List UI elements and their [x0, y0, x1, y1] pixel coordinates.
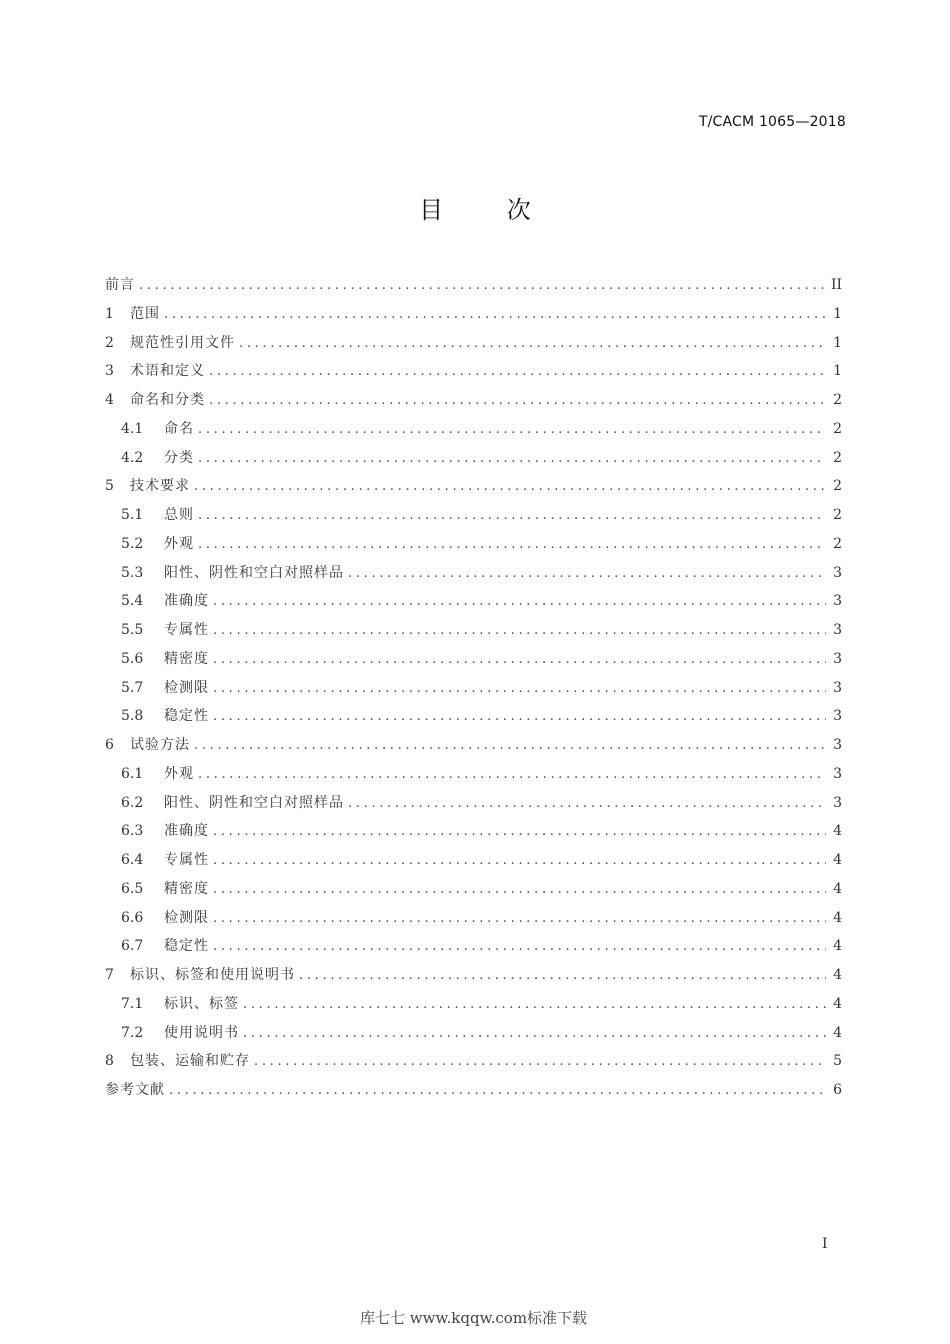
dot-leader	[213, 588, 826, 617]
toc-entry[interactable]	[105, 904, 842, 933]
toc-entry-number: 6.3	[121, 823, 144, 840]
toc-entry-page: 1	[833, 305, 842, 322]
toc-entry-number: 5.7	[121, 679, 144, 696]
toc-entry-number: 5.1	[121, 507, 144, 523]
toc-entry[interactable]	[105, 415, 842, 444]
toc-entry-number: 5.2	[121, 535, 144, 552]
toc-entry-number: 5.3	[121, 564, 144, 581]
dot-leader	[213, 646, 826, 675]
toc-entry[interactable]	[105, 875, 842, 904]
toc-entry-number: 6.4	[121, 852, 144, 868]
toc-entry[interactable]	[105, 674, 842, 703]
toc-entry-label: 外观	[164, 765, 194, 782]
toc-entry[interactable]	[105, 616, 842, 645]
toc-entry[interactable]	[105, 271, 842, 300]
toc-entry-label: 总则	[164, 507, 194, 523]
toc-entry-label: 稳定性	[164, 938, 209, 955]
toc-entry-label: 命名	[164, 420, 194, 437]
toc-entry-number: 5.4	[121, 593, 144, 610]
dot-leader	[194, 473, 826, 502]
toc-entry-number: 6	[105, 737, 114, 753]
toc-entry[interactable]	[105, 530, 842, 559]
page-title: 目 次	[419, 196, 559, 224]
dot-leader	[139, 272, 825, 301]
page-number: I	[822, 1236, 828, 1252]
toc-entry-page: 6	[833, 1082, 842, 1098]
dot-leader	[198, 502, 826, 531]
toc-entry[interactable]	[105, 760, 842, 789]
toc-entry-page: 2	[833, 449, 842, 466]
toc-entry-page: 3	[833, 765, 842, 782]
toc-entry-number: 1	[105, 305, 114, 322]
toc-entry-label: 阳性、阴性和空白对照样品	[164, 564, 344, 581]
toc-entry-label: 标识、标签	[164, 995, 239, 1012]
toc-entry-number: 6.1	[121, 765, 144, 782]
toc-entry-label: 标识、标签和使用说明书	[130, 967, 295, 983]
toc-entry-label: 准确度	[164, 593, 209, 610]
toc-entry-page: 3	[833, 708, 842, 725]
dot-leader	[198, 416, 826, 445]
toc-entry-page: 3	[833, 650, 842, 667]
toc-entry-page: 3	[833, 794, 842, 811]
toc-entry[interactable]	[105, 300, 842, 329]
table-of-contents	[105, 271, 842, 1105]
toc-entry-label: 阳性、阴性和空白对照样品	[164, 794, 344, 811]
dot-leader	[194, 732, 826, 761]
toc-entry[interactable]	[105, 846, 842, 875]
toc-entry[interactable]	[105, 587, 842, 616]
dot-leader	[209, 358, 826, 387]
toc-entry-page: 2	[833, 507, 842, 523]
toc-entry-page: 1	[833, 363, 842, 380]
dot-leader	[164, 301, 826, 330]
toc-entry-label: 范围	[130, 305, 160, 322]
footer-watermark: 库七七 www.kqqw.com标准下载	[360, 1309, 588, 1327]
toc-entry-page: 4	[833, 880, 842, 897]
toc-entry-number: 5.5	[121, 622, 144, 638]
toc-entry-number: 5.8	[121, 708, 144, 725]
dot-leader	[213, 703, 826, 732]
toc-entry-page: 2	[833, 535, 842, 552]
toc-entry[interactable]	[105, 357, 842, 386]
toc-entry-page: 3	[833, 622, 842, 638]
toc-entry[interactable]	[105, 961, 842, 990]
toc-entry-label: 规范性引用文件	[130, 334, 235, 351]
dot-leader	[239, 330, 826, 359]
toc-entry[interactable]	[105, 645, 842, 674]
toc-entry-label: 技术要求	[130, 478, 190, 495]
toc-entry-number: 7	[105, 967, 114, 983]
toc-entry-label: 术语和定义	[130, 363, 205, 380]
dot-leader	[348, 560, 826, 589]
dot-leader	[299, 962, 826, 991]
toc-entry[interactable]	[105, 329, 842, 358]
toc-entry-page: 4	[833, 909, 842, 926]
toc-entry-label: 试验方法	[130, 737, 190, 753]
dot-leader	[198, 531, 826, 560]
standard-code: T/CACM 1065—2018	[698, 114, 846, 130]
toc-entry[interactable]	[105, 1076, 842, 1105]
dot-leader	[198, 445, 826, 474]
toc-entry[interactable]	[105, 386, 842, 415]
toc-entry-page: 3	[833, 564, 842, 581]
dot-leader	[213, 818, 826, 847]
toc-entry-number: 2	[105, 334, 114, 351]
toc-entry[interactable]	[105, 789, 842, 818]
toc-entry[interactable]	[105, 444, 842, 473]
dot-leader	[213, 617, 826, 646]
toc-entry-label: 包装、运输和贮存	[130, 1053, 250, 1070]
dot-leader	[254, 1048, 826, 1077]
toc-entry-number: 4.1	[121, 420, 144, 437]
dot-leader	[348, 790, 826, 819]
dot-leader	[209, 387, 826, 416]
toc-entry-label: 检测限	[164, 679, 209, 696]
toc-entry-label: 精密度	[164, 650, 209, 667]
toc-entry-number: 4	[105, 392, 114, 408]
dot-leader	[213, 675, 826, 704]
toc-entry[interactable]	[105, 817, 842, 846]
toc-entry-number: 4.2	[121, 449, 144, 466]
toc-entry-number: 6.7	[121, 938, 144, 955]
toc-entry-number: 6.6	[121, 909, 144, 926]
toc-entry-label: 前言	[105, 277, 135, 293]
toc-entry-page: 2	[833, 420, 842, 437]
dot-leader	[213, 933, 826, 962]
toc-entry[interactable]	[105, 702, 842, 731]
toc-entry-number: 5	[105, 478, 114, 495]
toc-entry-page: 4	[833, 823, 842, 840]
toc-entry-number: 6.5	[121, 880, 144, 897]
toc-entry-label: 使用说明书	[164, 1024, 239, 1041]
toc-entry-label: 专属性	[164, 622, 209, 638]
toc-entry[interactable]	[105, 1019, 842, 1048]
toc-entry-page: 1	[833, 334, 842, 351]
toc-entry-number: 8	[105, 1053, 114, 1070]
toc-entry-label: 分类	[164, 449, 194, 466]
toc-entry[interactable]	[105, 1047, 842, 1076]
toc-entry-label: 精密度	[164, 880, 209, 897]
toc-entry[interactable]	[105, 990, 842, 1019]
toc-entry-label: 检测限	[164, 909, 209, 926]
toc-entry-label: 命名和分类	[130, 392, 205, 408]
toc-entry-number: 7.1	[121, 995, 144, 1012]
toc-entry-page: 2	[833, 478, 842, 495]
dot-leader	[169, 1077, 826, 1106]
toc-entry-label: 参考文献	[105, 1082, 165, 1098]
toc-entry-number: 7.2	[121, 1024, 144, 1041]
toc-entry-label: 稳定性	[164, 708, 209, 725]
toc-entry-number: 5.6	[121, 650, 144, 667]
dot-leader	[243, 991, 826, 1020]
toc-entry-page: 4	[833, 995, 842, 1012]
toc-entry-number: 6.2	[121, 794, 144, 811]
toc-entry-label: 外观	[164, 535, 194, 552]
dot-leader	[198, 761, 826, 790]
dot-leader	[213, 876, 826, 905]
toc-entry[interactable]	[105, 472, 842, 501]
toc-entry-page: 3	[833, 737, 842, 753]
toc-entry-number: 3	[105, 363, 114, 380]
toc-entry-page: II	[830, 277, 842, 293]
toc-entry-page: 4	[833, 852, 842, 868]
toc-entry-page: 4	[833, 967, 842, 983]
dot-leader	[213, 847, 826, 876]
toc-entry-page: 4	[833, 1024, 842, 1041]
toc-entry[interactable]	[105, 501, 842, 530]
toc-entry-page: 4	[833, 938, 842, 955]
toc-entry-label: 准确度	[164, 823, 209, 840]
toc-entry[interactable]	[105, 932, 842, 961]
toc-entry-page: 2	[833, 392, 842, 408]
toc-entry-page: 5	[833, 1053, 842, 1070]
dot-leader	[243, 1020, 826, 1049]
toc-entry-label: 专属性	[164, 852, 209, 868]
toc-entry-page: 3	[833, 593, 842, 610]
toc-entry[interactable]	[105, 731, 842, 760]
dot-leader	[213, 905, 826, 934]
toc-entry[interactable]	[105, 559, 842, 588]
toc-entry-page: 3	[833, 679, 842, 696]
